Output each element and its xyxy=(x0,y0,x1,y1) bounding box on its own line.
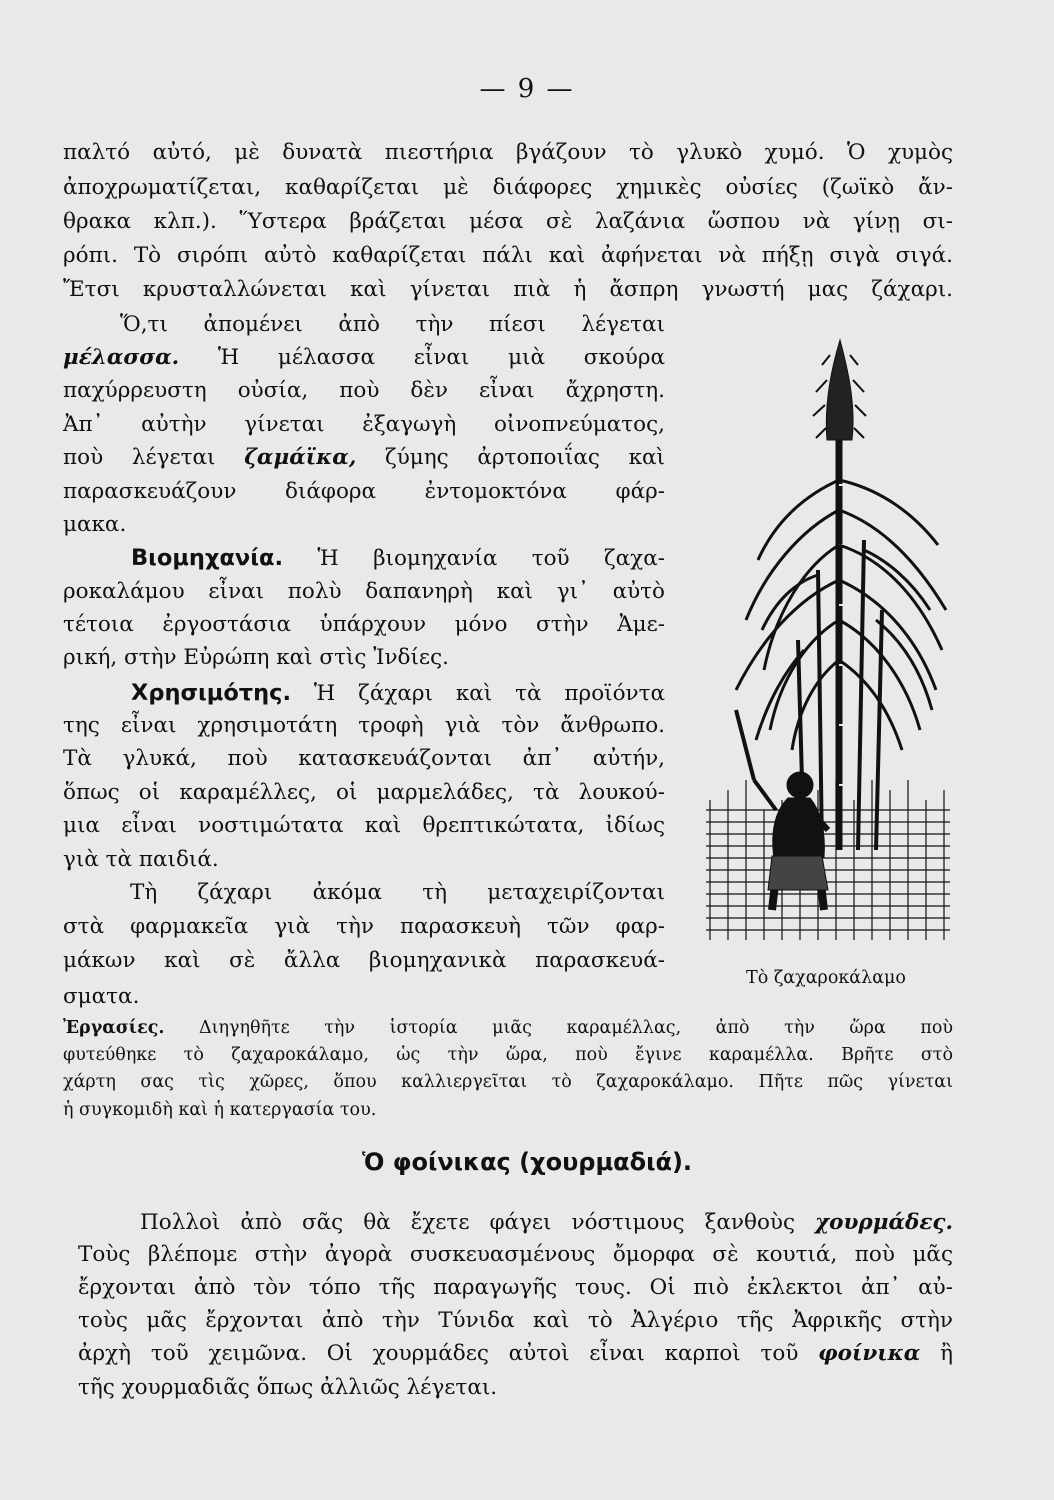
intro-line: παλτό αὐτό, μὲ δυνατὰ πιεστήρια βγάζουν τὸ γλυκὸ χυμό. Ὁ χυμὸς xyxy=(63,140,953,165)
usefulness-line: μια εἶναι νοστιμώτατα καὶ θρεπτικώτατα, ἰδίως xyxy=(63,813,665,838)
sugarcane-figure xyxy=(706,310,950,942)
palm-text: ἢ xyxy=(920,1341,953,1366)
usefulness-line: στὰ φαρμακεῖα γιὰ τὴν παρασκευὴ τῶν φαρ- xyxy=(63,914,665,939)
molasses-line: παρασκευάζουν διάφορα ἐντομοκτόνα φάρ- xyxy=(63,479,665,504)
usefulness-text: Ἡ ζάχαρι καὶ τὰ προϊόντα xyxy=(291,681,665,706)
palm-text: Πολλοὶ ἀπὸ σᾶς θὰ ἔχετε φάγει νόστιμους ξανθοὺς xyxy=(140,1210,816,1235)
molasses-text: ποὺ λέγεται xyxy=(63,445,245,470)
usefulness-line: σματα. xyxy=(63,984,140,1009)
exercises-line xyxy=(63,1013,953,1043)
sugarcane-plant-icon xyxy=(706,340,950,940)
palm-line xyxy=(140,1208,953,1238)
intro-line: Ἔτσι κρυσταλλώνεται καὶ γίνεται πιὰ ἡ ἄσπρη γνωστή μας ζάχαρι. xyxy=(63,277,953,302)
usefulness-line: της εἶναι χρησιμοτάτη τροφὴ γιὰ τὸν ἄνθρωπο. xyxy=(63,713,665,738)
zamaika-term: ζαμάϊκα, xyxy=(244,445,357,470)
industry-heading: Βιομηχανία. xyxy=(131,545,284,571)
exercises-label: Ἐργασίες. xyxy=(63,1018,165,1038)
molasses-text: ζύμης ἀρτοποιΐας καὶ xyxy=(356,445,665,470)
molasses-term: μέλασσα. xyxy=(63,345,180,370)
intro-line: ρόπι. Τὸ σιρόπι αὐτὸ καθαρίζεται πάλι καὶ ἀφήνεται νὰ πήξῃ σιγὰ σιγά. xyxy=(63,243,953,268)
usefulness-line xyxy=(63,678,665,709)
molasses-line: Ὅ,τι ἀπομένει ἀπὸ τὴν πίεσι λέγεται xyxy=(120,312,665,337)
molasses-line: παχύρρευστη οὐσία, ποὺ δὲν εἶναι ἄχρηστη. xyxy=(63,378,665,403)
usefulness-line: Τὴ ζάχαρι ἀκόμα τὴ μεταχειρίζονται xyxy=(130,880,665,905)
molasses-line xyxy=(63,343,665,373)
industry-line: τέτοια ἐργοστάσια ὑπάρχουν μόνο στὴν Ἀμε- xyxy=(63,612,665,637)
palm-line: τῆς χουρμαδιᾶς ὅπως ἀλλιῶς λέγεται. xyxy=(78,1375,498,1400)
dates-term: χουρμάδες. xyxy=(815,1210,953,1235)
palm-text: ἀρχὴ τοῦ χειμῶνα. Οἱ χουρμάδες αὐτοὶ εἶναι καρποὶ τοῦ xyxy=(78,1341,819,1366)
industry-text: Ἡ βιομηχανία τοῦ ζαχα- xyxy=(283,546,665,571)
usefulness-line: μάκων καὶ σὲ ἄλλα βιομηχανικὰ παρασκευά- xyxy=(63,948,665,973)
usefulness-line: ὅπως οἱ καραμέλλες, οἱ μαρμελάδες, τὰ λουκού- xyxy=(63,780,665,805)
figure-caption: Τὸ ζαχαροκάλαμο xyxy=(746,968,906,988)
palm-line xyxy=(78,1339,953,1369)
phoenix-term: φοίνικα xyxy=(818,1341,921,1366)
usefulness-line: γιὰ τὰ παιδιά. xyxy=(63,847,219,872)
molasses-text: Ἡ μέλασσα εἶναι μιὰ σκούρα xyxy=(179,345,665,370)
exercises-line: φυτεύθηκε τὸ ζαχαροκάλαμο, ὡς τὴν ὥρα, ποὺ ἔγινε καραμέλλα. Βρῆτε στὸ xyxy=(63,1045,953,1065)
ground-hatching xyxy=(706,780,950,940)
intro-line: ἀποχρωματίζεται, καθαρίζεται μὲ διάφορες χημικὲς οὐσίες (ζωϊκὸ ἄν- xyxy=(63,175,953,200)
usefulness-line: Τὰ γλυκά, ποὺ κατασκευάζονται ἀπ᾿ αὐτήν, xyxy=(63,746,665,771)
industry-line: ροκαλάμου εἶναι πολὺ δαπανηρὴ καὶ γι᾿ αὐτὸ xyxy=(63,579,665,604)
palm-line: τοὺς μᾶς ἔρχονται ἀπὸ τὴν Τύνιδα καὶ τὸ Ἀλγέριο τῆς Ἀφρικῆς στὴν xyxy=(78,1308,953,1333)
molasses-line xyxy=(63,443,665,473)
industry-line: ρική, στὴν Εὐρώπη καὶ στὶς Ἰνδίες. xyxy=(63,645,449,670)
page-number: — 9 — xyxy=(479,74,575,104)
section-title: Ὁ φοίνικας (χουρμαδιά). xyxy=(361,1148,693,1176)
exercises-line: ἡ συγκομιδὴ καὶ ἡ κατεργασία του. xyxy=(63,1100,377,1120)
palm-line: Τοὺς βλέπομε στὴν ἀγορὰ συσκευασμένους ὄμορφα σὲ κουτιά, ποὺ μᾶς xyxy=(78,1242,953,1267)
usefulness-heading: Χρησιμότης. xyxy=(131,680,292,706)
industry-line xyxy=(63,543,665,574)
molasses-line: μακα. xyxy=(63,512,127,537)
palm-line: ἔρχονται ἀπὸ τὸν τόπο τῆς παραγωγῆς τους. Οἱ πιὸ ἐκλεκτοι ἀπ᾿ αὐ- xyxy=(78,1275,953,1300)
exercises-text: Διηγηθῆτε τὴν ἱστορία μιᾶς καραμέλλας, ἀπὸ τὴν ὥρα ποὺ xyxy=(164,1018,953,1038)
intro-line: θρακα κλπ.). Ὕστερα βράζεται μέσα σὲ λαζάνια ὥσπου νὰ γίνῃ σι- xyxy=(63,209,953,234)
exercises-line: χάρτη σας τὶς χῶρες, ὅπου καλλιεργεῖται τὸ ζαχαροκάλαμο. Πῆτε πῶς γίνεται xyxy=(63,1072,953,1092)
molasses-line: Ἀπ᾿ αὐτὴν γίνεται ἐξαγωγὴ οἰνοπνεύματος, xyxy=(63,412,665,437)
